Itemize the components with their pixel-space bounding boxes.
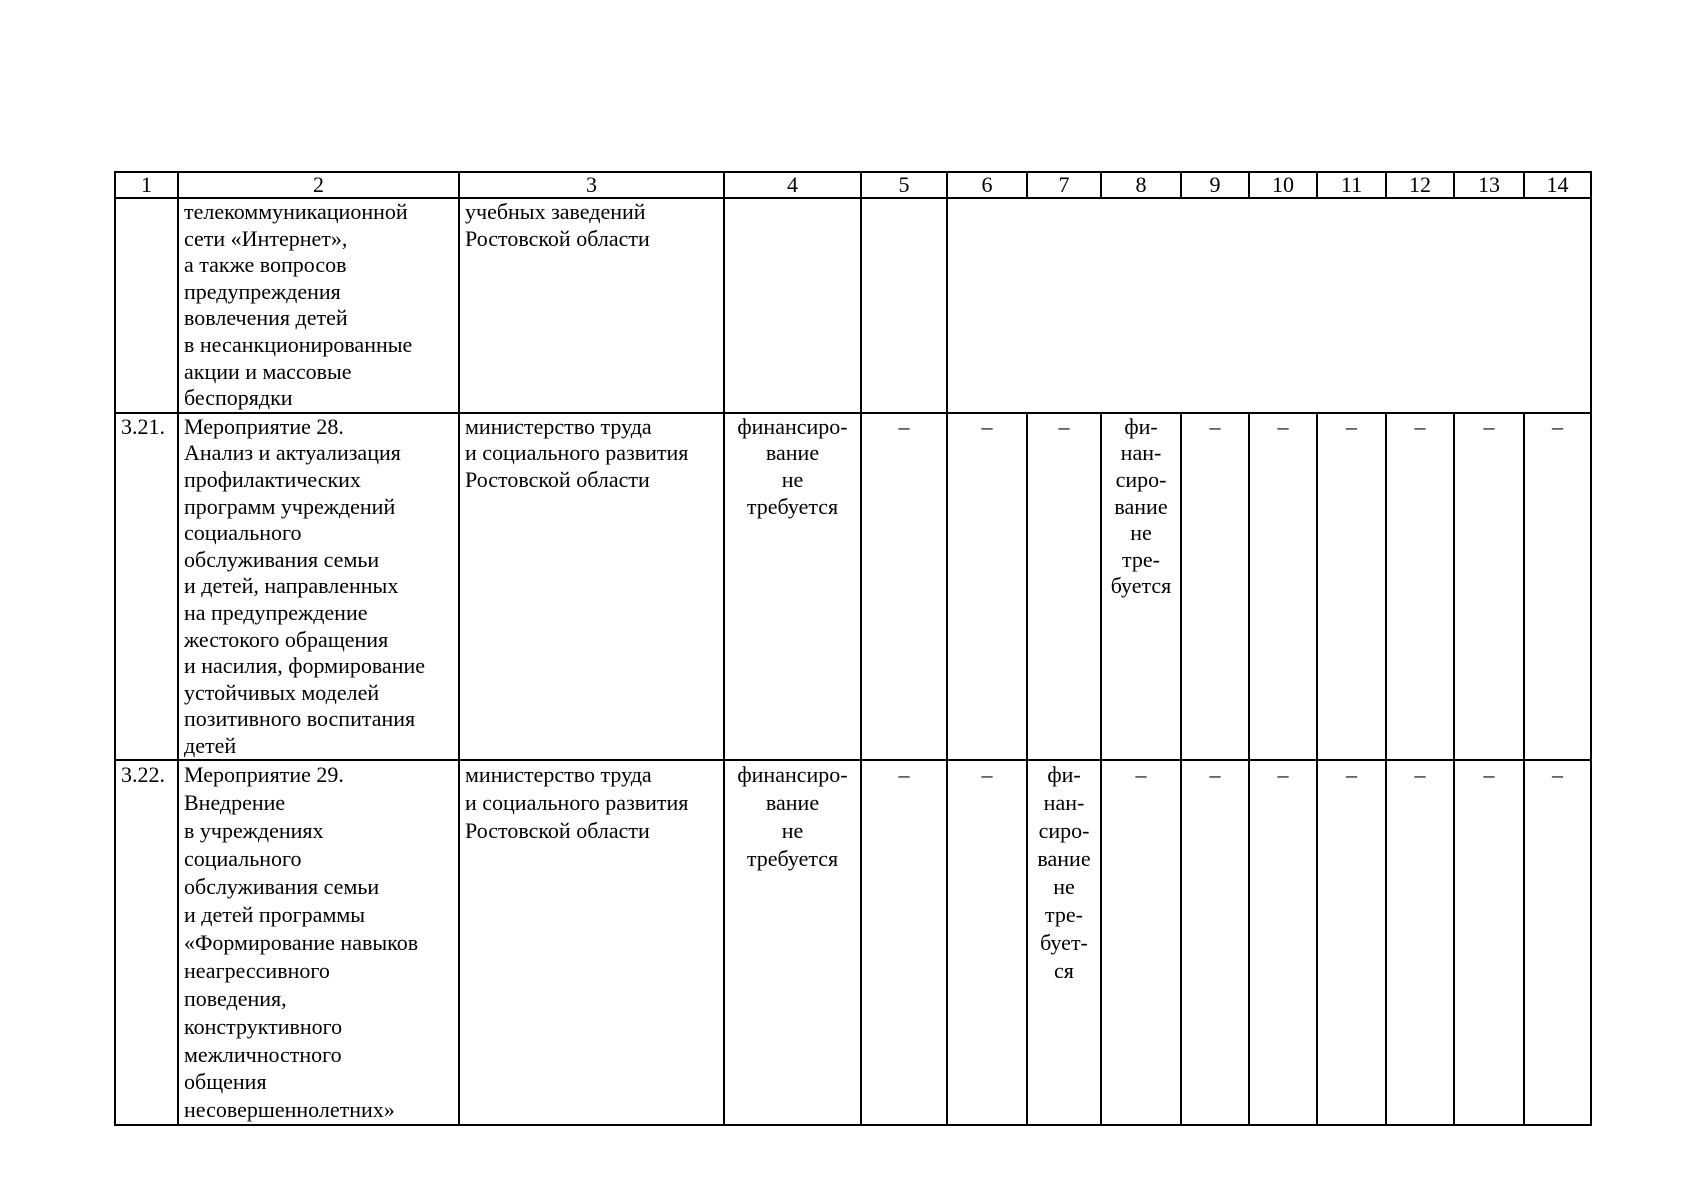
row-number: 3.22. — [115, 760, 178, 1125]
executor: министерство труда и социального развития Ростовской области — [459, 760, 724, 1125]
row-number: 3.21. — [115, 413, 178, 761]
year-cell: фи- нан- сиро- вание не тре- бует- ся — [1027, 760, 1101, 1125]
year-cell: – — [1317, 760, 1386, 1125]
header-row — [115, 172, 1591, 198]
column-header: 11 — [1317, 172, 1386, 198]
executor: министерство труда и социального развития Ростовской области — [459, 413, 724, 761]
year-cell: – — [947, 760, 1027, 1125]
financing-cell: финансиро- вание не требуется — [724, 760, 861, 1125]
column-header: 6 — [947, 172, 1027, 198]
column-header: 5 — [861, 172, 947, 198]
year-cell: – — [861, 413, 947, 761]
year-cell: – — [1249, 413, 1317, 761]
program-table — [114, 171, 1592, 1126]
column-header: 10 — [1249, 172, 1317, 198]
column-header: 13 — [1454, 172, 1524, 198]
year-cell: – — [1181, 760, 1249, 1125]
column-header: 8 — [1101, 172, 1181, 198]
column-header: 7 — [1027, 172, 1101, 198]
column-header: 1 — [115, 172, 178, 198]
column-header: 3 — [459, 172, 724, 198]
year-cell: – — [1454, 760, 1524, 1125]
row-number — [115, 198, 178, 413]
column-header: 9 — [1181, 172, 1249, 198]
year-cell: – — [1181, 413, 1249, 761]
year-cell: – — [1386, 760, 1454, 1125]
table-row — [115, 198, 1591, 413]
financing-cell — [724, 198, 861, 413]
table-row — [115, 760, 1591, 1125]
activity-description: Мероприятие 28. Анализ и актуализация профилактических программ учреждений социального обслуживания семьи и детей, направленных на предупреждение жестокого обращения и насилия, формирование устойчивых моделей позитивного воспитания детей — [178, 413, 459, 761]
year-cell: фи- нан- сиро- вание не тре- буется — [1101, 413, 1181, 761]
executor: учебных заведений Ростовской области — [459, 198, 724, 413]
financing-cell: финансиро- вание не требуется — [724, 413, 861, 761]
column-header: 12 — [1386, 172, 1454, 198]
year-cell: – — [1386, 413, 1454, 761]
column-header: 2 — [178, 172, 459, 198]
year-cell: – — [1249, 760, 1317, 1125]
column-header: 14 — [1524, 172, 1591, 198]
year-cell: – — [1524, 413, 1591, 761]
year-cell — [861, 198, 947, 413]
year-cell: – — [861, 760, 947, 1125]
year-cell: – — [1454, 413, 1524, 761]
activity-description: телекоммуникационной сети «Интернет», а также вопросов предупреждения вовлечения детей в несанкционированные акции и массовые беспорядки — [178, 198, 459, 413]
activity-description: Мероприятие 29. Внедрение в учреждениях социального обслуживания семьи и детей программы «Формирование навыков неагрессивного поведения, конструктивного межличностного общения несовершеннолетних» — [178, 760, 459, 1125]
column-header: 4 — [724, 172, 861, 198]
year-cell: – — [947, 413, 1027, 761]
table-row — [115, 413, 1591, 761]
year-cell: – — [1101, 760, 1181, 1125]
merged-empty-cell — [947, 198, 1591, 413]
year-cell: – — [1524, 760, 1591, 1125]
year-cell: – — [1027, 413, 1101, 761]
year-cell: – — [1317, 413, 1386, 761]
